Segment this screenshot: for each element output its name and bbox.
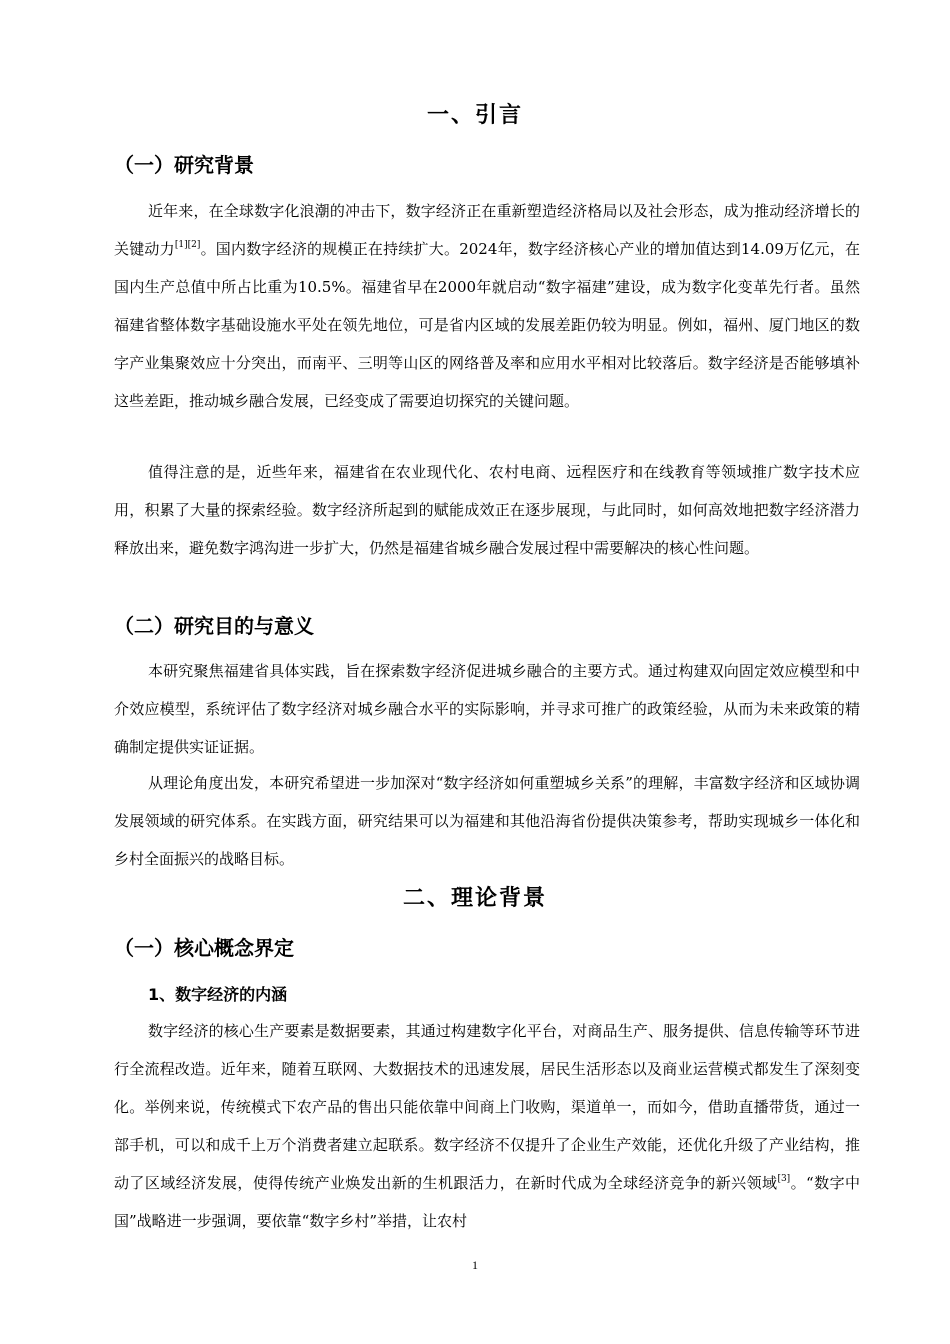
citation-marker: [3] — [777, 1174, 791, 1184]
subsection-heading-research-background: （一）研究背景 — [114, 153, 254, 177]
paragraph-text: 数字经济的核心生产要素是数据要素，其通过构建数字化平台，对商品生产、服务提供、信息传输等环节进行全流程改造。近年来，随着互联网、大数据技术的迅速发展，居民生活形态以及商业运营模式都发生了深刻变化。举例来说，传统模式下农产品的售出只能依靠中间商上门收购，渠道单一，而如今，借助直播带货，通过一部手机，可以和成千上万个消费者建立起联系。数字经济不仅提升了企业生产效能，还优化升级了产业结构，推动了区域经济发展，使得传统产业焕发出新的生机跟活力，在新时代成为全球经济竞争的新兴领域 — [114, 1022, 860, 1192]
item-heading-digital-economy-connotation: 1、数字经济的内涵 — [148, 985, 288, 1004]
paragraph-background-2: 值得注意的是，近些年来，福建省在农业现代化、农村电商、远程医疗和在线教育等领域推广数字技术应用，积累了大量的探索经验。数字经济所起到的赋能成效正在逐步展现，与此同时，如何高效地把数字经济潜力释放出来，避免数字鸿沟进一步扩大，仍然是福建省城乡融合发展过程中需要解决的核心性问题。 — [114, 463, 860, 557]
paragraph-purpose-2: 从理论角度出发，本研究希望进一步加深对“数字经济如何重塑城乡关系”的理解，丰富数字经济和区域协调发展领域的研究体系。在实践方面，研究结果可以为福建和其他沿海省份提供决策参考，帮助实现城乡一体化和乡村全面振兴的战略目标。 — [114, 774, 860, 868]
subsection-heading-core-concepts: （一）核心概念界定 — [114, 936, 294, 960]
section-heading-introduction: 一、引言 — [426, 103, 523, 128]
paragraph-text: 。国内数字经济的规模正在持续扩大。2024年，数字经济核心产业的增加值达到14.09万亿元，在国内生产总值中所占比重为10.5%。福建省早在2000年就启动“数字福建”建设，成为数字化变革先行者。虽然福建省整体数字基础设施水平处在领先地位，可是省内区域的发展差距仍较为明显。例如，福州、厦门地区的数字产业集聚效应十分突出，而南平、三明等山区的网络普及率和应用水平相对比较落后。数字经济是否能够填补这些差距，推动城乡融合发展，已经变成了需要迫切探究的关键问题。 — [114, 240, 860, 410]
paragraph-purpose-1: 本研究聚焦福建省具体实践，旨在探索数字经济促进城乡融合的主要方式。通过构建双向固定效应模型和中介效应模型，系统评估了数字经济对城乡融合水平的实际影响，并寻求可推广的政策经验，从而为未来政策的精确制定提供实证证据。 — [114, 662, 860, 756]
paragraph-text: 近年来，在全球数字化浪潮的冲击下，数字经济正在重新塑造经济格局以及社会形态，成为推动经济增长的关键动力 — [114, 202, 860, 258]
section-heading-theoretical-background: 二、理论背景 — [402, 886, 547, 911]
paragraph-background-1 — [114, 192, 860, 420]
paragraph-digital-economy-1 — [114, 1012, 860, 1240]
page-number: 1 — [472, 1258, 478, 1272]
citation-marker: [1][2] — [174, 240, 201, 250]
paragraph-text: 。“数字中国”战略进一步强调，要依靠“数字乡村”举措，让农村 — [114, 1174, 860, 1230]
subsection-heading-purpose-significance: （二）研究目的与意义 — [114, 614, 314, 638]
